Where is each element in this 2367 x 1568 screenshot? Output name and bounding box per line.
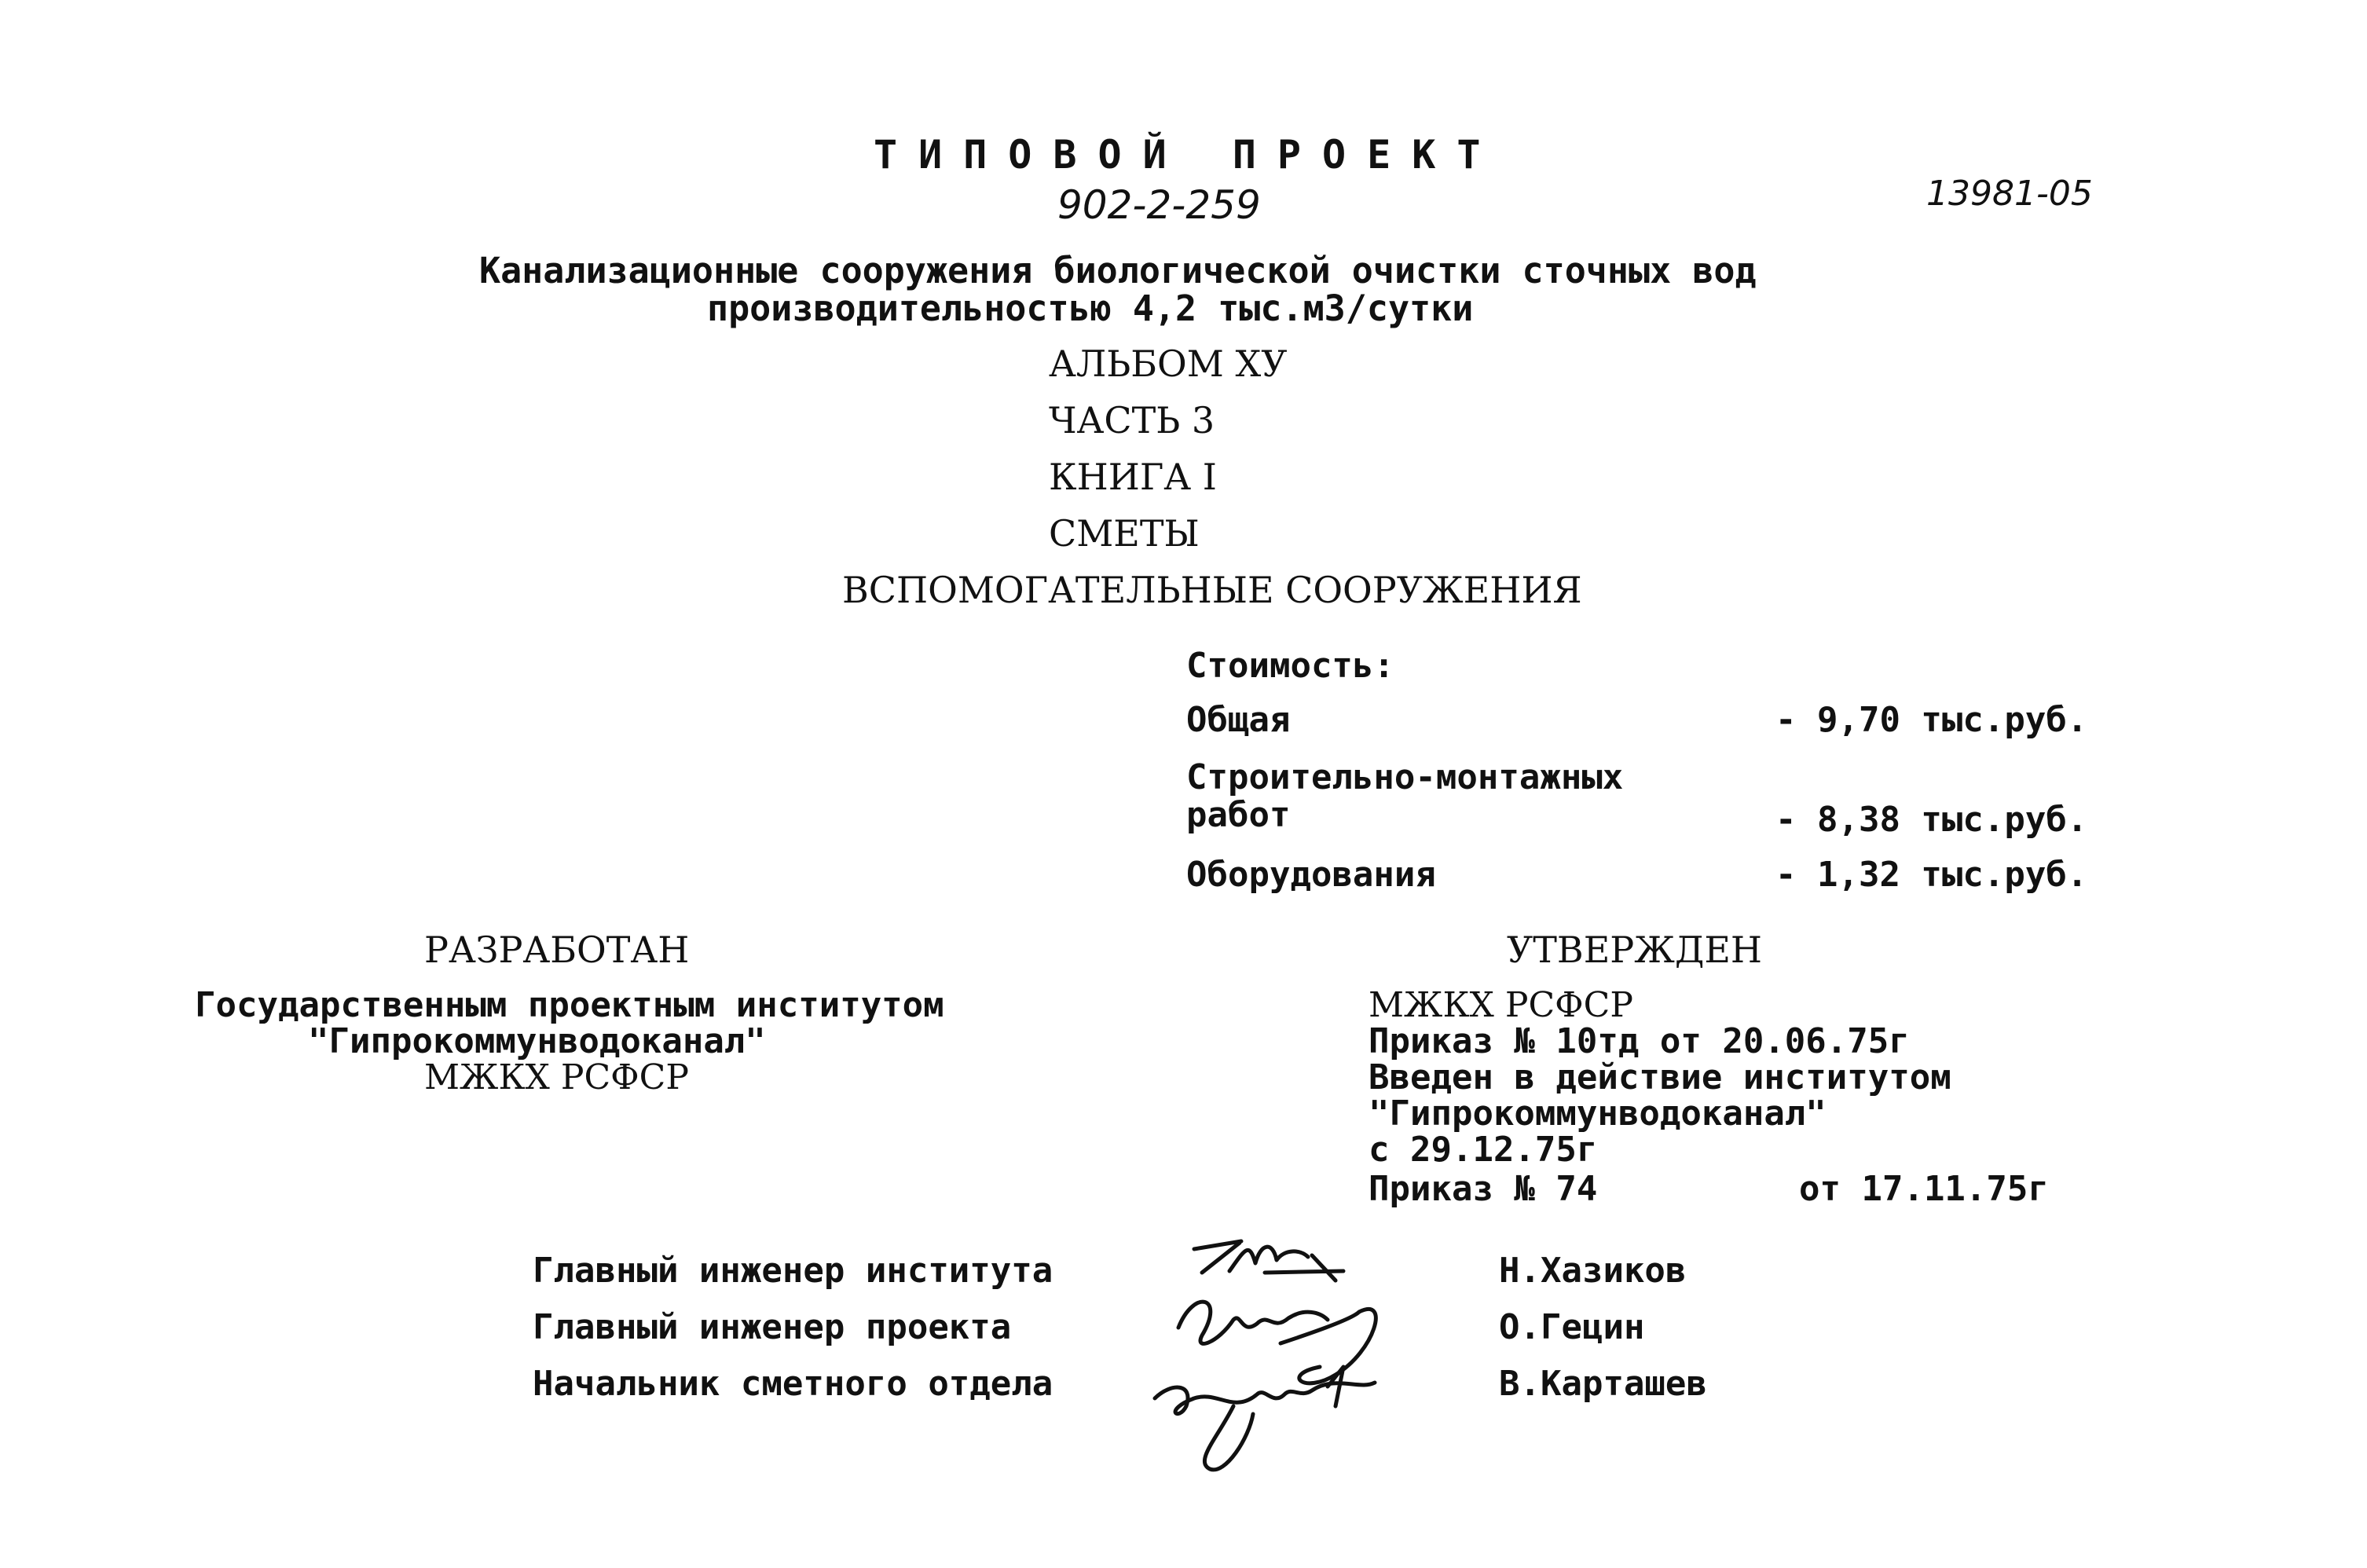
description-line-1: Канализационные сооружения биологической очистки сточных вод [479, 250, 1757, 291]
cost-total-value: - 9,70 тыс.руб. [1775, 700, 2088, 740]
signatory-name: В.Карташев [1499, 1364, 1707, 1404]
cost-construction-label-line-1: Строительно-монтажных [1186, 757, 1624, 797]
book-label: КНИГА I [1049, 456, 1217, 498]
developed-heading: РАЗРАБОТАН [424, 929, 690, 971]
document-title: ТИПОВОЙ ПРОЕКТ [874, 132, 1502, 178]
section-label: СМЕТЫ [1049, 512, 1200, 555]
approved-line-6-date: от 17.11.75г [1799, 1169, 2049, 1209]
album-label: АЛЬБОМ ХУ [1049, 343, 1288, 385]
cost-equipment-label: Оборудования [1186, 855, 1436, 895]
signatory-role: Главный инженер института [533, 1251, 1053, 1291]
signatory-name: О.Гецин [1499, 1307, 1645, 1347]
approved-line-3: Введен в действие институтом [1369, 1057, 1951, 1097]
cost-total-label: Общая [1186, 700, 1291, 740]
approved-line-6: Приказ № 74 [1369, 1169, 1598, 1209]
project-number: 902-2-259 [1057, 182, 1261, 228]
approved-line-2: Приказ № 10тд от 20.06.75г [1369, 1021, 1910, 1061]
signatory-role: Начальник сметного отдела [533, 1364, 1053, 1404]
approved-heading: УТВЕРЖДЕН [1507, 929, 1763, 971]
signature-1 [1194, 1241, 1343, 1280]
signatory-role: Главный инженер проекта [533, 1307, 1012, 1347]
signature-2 [1178, 1302, 1376, 1383]
subject-label: ВСПОМОГАТЕЛЬНЫЕ СООРУЖЕНИЯ [842, 569, 1582, 611]
handwritten-signatures [1147, 1225, 1461, 1477]
signatory-name: Н.Хазиков [1499, 1251, 1687, 1291]
cost-construction-label-line-2: работ [1186, 795, 1291, 835]
description-line-2: производительностью 4,2 тыс.м3/сутки [707, 288, 1474, 329]
approved-line-1: МЖКХ РСФСР [1369, 985, 1633, 1025]
developed-line-1: Государственным проектным институтом [195, 985, 944, 1025]
cost-equipment-value: - 1,32 тыс.руб. [1775, 855, 2088, 895]
approved-line-5: с 29.12.75г [1369, 1130, 1598, 1170]
developed-line-3: МЖКХ РСФСР [424, 1057, 689, 1097]
signature-3 [1155, 1367, 1375, 1470]
developed-line-2: "Гипрокоммунводоканал" [308, 1021, 766, 1061]
approved-line-4: "Гипрокоммунводоканал" [1369, 1094, 1827, 1134]
part-label: ЧАСТЬ 3 [1049, 399, 1215, 441]
cost-construction-value: - 8,38 тыс.руб. [1775, 800, 2088, 840]
cost-heading: Стоимость: [1186, 646, 1394, 686]
stamp-number: 13981-05 [1926, 174, 2093, 214]
